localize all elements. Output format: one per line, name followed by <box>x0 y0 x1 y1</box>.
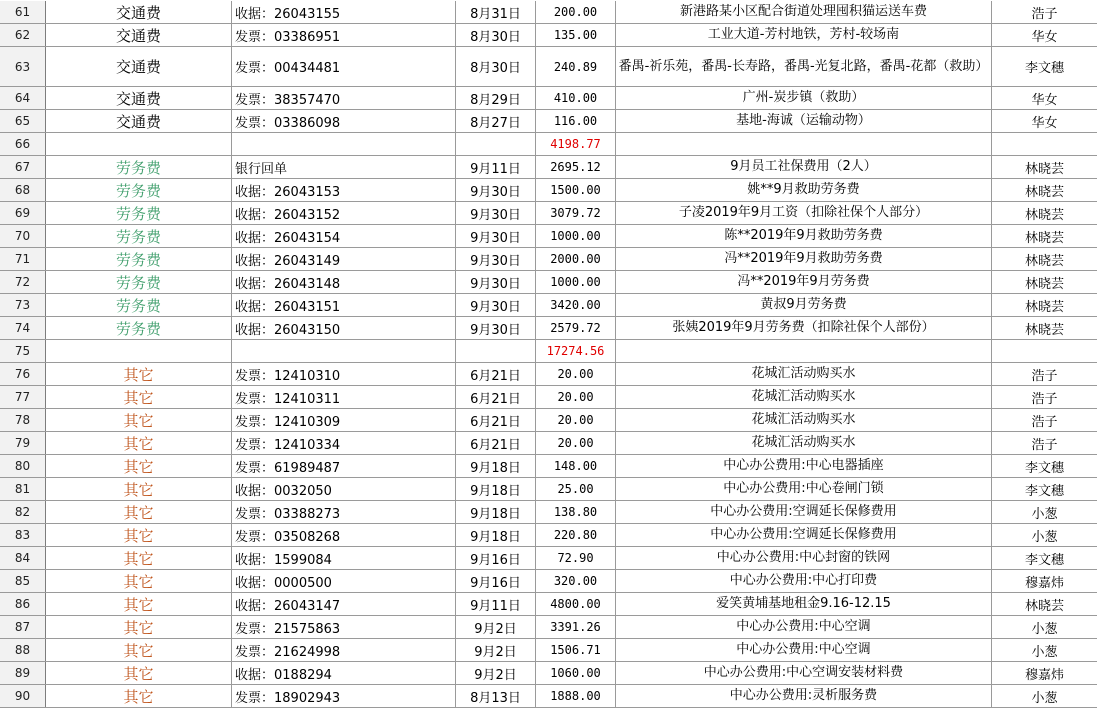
amount-cell[interactable]: 320.00 <box>536 570 616 592</box>
category-cell[interactable]: 其它 <box>46 662 232 684</box>
table-row <box>0 639 1097 662</box>
document-cell[interactable]: 收据：26043147 <box>232 593 456 615</box>
handler-cell[interactable]: 李文穗 <box>1024 460 1064 476</box>
handler-cell[interactable] <box>992 133 1097 155</box>
document-cell[interactable]: 发票：38357470 <box>232 87 456 109</box>
description-cell[interactable]: 9月员工社保费用（2人） <box>616 156 992 178</box>
document-cell[interactable]: 收据：26043155 <box>232 1 456 23</box>
amount-cell[interactable]: 20.00 <box>536 386 616 408</box>
handler-cell[interactable]: 浩子 <box>1031 437 1058 453</box>
description-cell[interactable]: 爱笑黄埔基地租金9.16-12.15 <box>616 593 992 615</box>
row-number[interactable]: 79 <box>0 432 46 454</box>
date-cell[interactable]: 6月21日 <box>456 363 536 385</box>
document-cell[interactable]: 发票：03386951 <box>232 24 456 46</box>
handler-cell[interactable]: 林晓芸 <box>1024 299 1064 315</box>
document-cell[interactable]: 收据：26043150 <box>232 317 456 339</box>
row-number[interactable]: 77 <box>0 386 46 408</box>
table-row <box>0 616 1097 639</box>
row-number[interactable]: 85 <box>0 570 46 592</box>
amount-cell[interactable]: 3420.00 <box>536 294 616 316</box>
category-cell[interactable]: 交通费 <box>46 110 232 132</box>
description-cell[interactable]: 中心办公费用:空调延长保修费用 <box>616 524 992 546</box>
row-number[interactable]: 68 <box>0 179 46 201</box>
handler-cell[interactable]: 小葱 <box>1031 529 1058 545</box>
row-number[interactable]: 76 <box>0 363 46 385</box>
amount-cell[interactable]: 1000.00 <box>536 271 616 293</box>
date-cell[interactable]: 9月11日 <box>456 593 536 615</box>
date-cell[interactable]: 8月13日 <box>456 685 536 707</box>
amount-cell[interactable]: 20.00 <box>536 432 616 454</box>
row-number[interactable]: 62 <box>0 24 46 46</box>
amount-cell[interactable]: 17274.56 <box>536 340 616 362</box>
handler-cell[interactable]: 华女 <box>1031 92 1058 108</box>
amount-cell[interactable]: 116.00 <box>536 110 616 132</box>
category-cell[interactable]: 其它 <box>46 547 232 569</box>
handler-cell[interactable]: 浩子 <box>1031 6 1058 22</box>
amount-cell[interactable]: 240.89 <box>536 47 616 86</box>
document-cell[interactable]: 发票：12410309 <box>232 409 456 431</box>
handler-cell[interactable]: 穆嘉炜 <box>1024 575 1064 591</box>
row-number[interactable]: 89 <box>0 662 46 684</box>
row-number[interactable]: 78 <box>0 409 46 431</box>
row-number[interactable]: 63 <box>0 47 46 86</box>
date-cell[interactable]: 8月31日 <box>456 1 536 23</box>
handler-cell[interactable]: 林晓芸 <box>1024 207 1064 223</box>
table-row <box>0 455 1097 478</box>
handler-cell[interactable] <box>992 340 1097 362</box>
row-number[interactable]: 84 <box>0 547 46 569</box>
date-cell[interactable]: 8月30日 <box>456 47 536 86</box>
date-cell[interactable]: 9月30日 <box>456 179 536 201</box>
table-row <box>0 1 1097 24</box>
row-number[interactable]: 61 <box>0 1 46 23</box>
description-cell[interactable]: 中心办公费用:中心空调 <box>616 639 992 661</box>
amount-cell[interactable]: 200.00 <box>536 1 616 23</box>
category-cell[interactable]: 其它 <box>46 685 232 707</box>
handler-cell[interactable]: 李文穗 <box>1024 552 1064 568</box>
table-row <box>0 156 1097 179</box>
amount-cell[interactable]: 1888.00 <box>536 685 616 707</box>
handler-cell[interactable]: 李文穗 <box>1024 61 1064 76</box>
date-cell[interactable]: 9月16日 <box>456 547 536 569</box>
table-row <box>0 225 1097 248</box>
row-number[interactable]: 65 <box>0 110 46 132</box>
category-cell[interactable]: 劳务费 <box>46 248 232 270</box>
category-cell[interactable]: 其它 <box>46 524 232 546</box>
table-row <box>0 110 1097 133</box>
document-cell[interactable]: 收据：1599084 <box>232 547 456 569</box>
document-cell[interactable]: 收据：26043152 <box>232 202 456 224</box>
document-cell[interactable]: 收据：26043151 <box>232 294 456 316</box>
handler-cell[interactable]: 小葱 <box>1031 506 1058 522</box>
row-number[interactable]: 81 <box>0 478 46 500</box>
handler-cell[interactable]: 小葱 <box>1031 690 1058 706</box>
date-cell[interactable]: 8月29日 <box>456 87 536 109</box>
date-cell[interactable]: 6月21日 <box>456 409 536 431</box>
description-cell[interactable]: 广州-炭步镇（救助） <box>616 87 992 109</box>
handler-cell[interactable]: 林晓芸 <box>1024 230 1064 246</box>
date-cell[interactable]: 6月21日 <box>456 386 536 408</box>
handler-cell[interactable]: 小葱 <box>1031 644 1058 660</box>
amount-cell[interactable]: 3391.26 <box>536 616 616 638</box>
date-cell[interactable]: 9月30日 <box>456 294 536 316</box>
document-cell[interactable]: 发票：03508268 <box>232 524 456 546</box>
amount-cell[interactable]: 1500.00 <box>536 179 616 201</box>
description-cell[interactable] <box>616 133 992 155</box>
table-row <box>0 363 1097 386</box>
document-cell[interactable]: 收据：26043154 <box>232 225 456 247</box>
category-cell[interactable]: 劳务费 <box>46 179 232 201</box>
document-cell[interactable]: 发票：21624998 <box>232 639 456 661</box>
description-cell[interactable]: 基地-海诚（运输动物） <box>616 110 992 132</box>
category-cell[interactable]: 劳务费 <box>46 271 232 293</box>
document-cell[interactable]: 发票：21575863 <box>232 616 456 638</box>
handler-cell[interactable]: 林晓芸 <box>1024 184 1064 200</box>
category-cell[interactable]: 交通费 <box>46 24 232 46</box>
category-cell[interactable] <box>46 340 232 362</box>
document-cell[interactable]: 发票：03388273 <box>232 501 456 523</box>
table-row <box>0 179 1097 202</box>
description-cell[interactable]: 中心办公费用:中心空调安装材料费 <box>616 662 992 684</box>
date-cell[interactable]: 9月30日 <box>456 317 536 339</box>
handler-cell[interactable]: 李文穗 <box>1024 483 1064 499</box>
table-row <box>0 409 1097 432</box>
description-cell[interactable]: 中心办公费用:空调延长保修费用 <box>616 501 992 523</box>
row-number[interactable]: 86 <box>0 593 46 615</box>
date-cell[interactable]: 9月16日 <box>456 570 536 592</box>
date-cell[interactable]: 9月2日 <box>456 639 536 661</box>
document-cell[interactable]: 发票：12410310 <box>232 363 456 385</box>
handler-cell[interactable]: 华女 <box>1031 29 1058 45</box>
row-number[interactable]: 70 <box>0 225 46 247</box>
description-cell[interactable]: 中心办公费用:中心电器插座 <box>616 455 992 477</box>
document-cell[interactable] <box>232 133 456 155</box>
date-cell[interactable] <box>456 133 536 155</box>
document-cell[interactable]: 发票：18902943 <box>232 685 456 707</box>
document-cell[interactable]: 发票：12410311 <box>232 386 456 408</box>
description-cell[interactable]: 冯**2019年9月劳务费 <box>616 271 992 293</box>
row-number[interactable]: 69 <box>0 202 46 224</box>
row-number[interactable]: 66 <box>0 133 46 155</box>
handler-cell[interactable]: 小葱 <box>1031 621 1058 637</box>
date-cell[interactable]: 9月18日 <box>456 455 536 477</box>
table-row <box>0 133 1097 156</box>
description-cell[interactable]: 中心办公费用:中心打印费 <box>616 570 992 592</box>
document-cell[interactable] <box>232 340 456 362</box>
description-cell[interactable] <box>616 340 992 362</box>
amount-cell[interactable]: 4198.77 <box>536 133 616 155</box>
handler-cell[interactable]: 林晓芸 <box>1024 598 1064 614</box>
document-cell[interactable]: 发票：61989487 <box>232 455 456 477</box>
handler-cell[interactable]: 浩子 <box>1031 391 1058 407</box>
document-cell[interactable]: 收据：0032050 <box>232 478 456 500</box>
row-number[interactable]: 71 <box>0 248 46 270</box>
description-cell[interactable]: 中心办公费用:中心卷闸门锁 <box>616 478 992 500</box>
row-number[interactable]: 87 <box>0 616 46 638</box>
amount-cell[interactable]: 4800.00 <box>536 593 616 615</box>
amount-cell[interactable]: 3079.72 <box>536 202 616 224</box>
handler-cell[interactable]: 浩子 <box>1031 414 1058 430</box>
amount-cell[interactable]: 1506.71 <box>536 639 616 661</box>
table-row <box>0 386 1097 409</box>
table-row <box>0 593 1097 616</box>
date-cell[interactable]: 6月21日 <box>456 432 536 454</box>
date-cell[interactable]: 9月30日 <box>456 225 536 247</box>
category-cell[interactable] <box>46 133 232 155</box>
description-cell[interactable]: 花城汇活动购买水 <box>616 409 992 431</box>
row-number[interactable]: 80 <box>0 455 46 477</box>
table-row <box>0 317 1097 340</box>
table-row <box>0 248 1097 271</box>
table-row <box>0 47 1097 87</box>
row-number[interactable]: 88 <box>0 639 46 661</box>
date-cell[interactable]: 9月18日 <box>456 524 536 546</box>
table-row <box>0 24 1097 47</box>
description-cell[interactable]: 中心办公费用:中心空调 <box>616 616 992 638</box>
document-cell[interactable]: 收据：26043153 <box>232 179 456 201</box>
amount-cell[interactable]: 72.90 <box>536 547 616 569</box>
row-number[interactable]: 73 <box>0 294 46 316</box>
table-row <box>0 432 1097 455</box>
table-row <box>0 685 1097 708</box>
date-cell[interactable]: 9月11日 <box>456 156 536 178</box>
description-cell[interactable]: 花城汇活动购买水 <box>616 432 992 454</box>
document-cell[interactable]: 收据：26043149 <box>232 248 456 270</box>
category-cell[interactable]: 其它 <box>46 501 232 523</box>
document-cell[interactable]: 收据：26043148 <box>232 271 456 293</box>
row-number[interactable]: 83 <box>0 524 46 546</box>
description-cell[interactable]: 子凌2019年9月工资（扣除社保个人部分） <box>616 202 992 224</box>
table-row <box>0 294 1097 317</box>
date-cell[interactable]: 9月30日 <box>456 202 536 224</box>
table-row <box>0 340 1097 363</box>
table-row <box>0 501 1097 524</box>
description-cell[interactable]: 中心办公费用:中心封窗的铁网 <box>616 547 992 569</box>
amount-cell[interactable]: 1000.00 <box>536 225 616 247</box>
handler-cell[interactable]: 林晓芸 <box>1024 253 1064 269</box>
category-cell[interactable]: 其它 <box>46 432 232 454</box>
category-cell[interactable]: 交通费 <box>46 1 232 23</box>
category-cell[interactable]: 劳务费 <box>46 156 232 178</box>
amount-cell[interactable]: 25.00 <box>536 478 616 500</box>
description-cell[interactable]: 姚**9月救助劳务费 <box>616 179 992 201</box>
category-cell[interactable]: 其它 <box>46 616 232 638</box>
description-cell[interactable]: 张姨2019年9月劳务费（扣除社保个人部份） <box>616 317 992 339</box>
date-cell[interactable]: 9月2日 <box>456 616 536 638</box>
table-row <box>0 87 1097 110</box>
table-row <box>0 271 1097 294</box>
description-cell[interactable]: 陈**2019年9月救助劳务费 <box>616 225 992 247</box>
row-number[interactable]: 74 <box>0 317 46 339</box>
table-row <box>0 662 1097 685</box>
category-cell[interactable]: 其它 <box>46 409 232 431</box>
date-cell[interactable]: 8月30日 <box>456 24 536 46</box>
category-cell[interactable]: 劳务费 <box>46 294 232 316</box>
handler-cell[interactable]: 华女 <box>1031 115 1058 131</box>
category-cell[interactable]: 其它 <box>46 478 232 500</box>
document-cell[interactable]: 发票：03386098 <box>232 110 456 132</box>
table-row <box>0 524 1097 547</box>
amount-cell[interactable]: 410.00 <box>536 87 616 109</box>
date-cell[interactable]: 9月2日 <box>456 662 536 684</box>
table-row <box>0 478 1097 501</box>
row-number[interactable]: 75 <box>0 340 46 362</box>
category-cell[interactable]: 劳务费 <box>46 317 232 339</box>
date-cell[interactable]: 9月30日 <box>456 271 536 293</box>
amount-cell[interactable]: 2695.12 <box>536 156 616 178</box>
category-cell[interactable]: 劳务费 <box>46 225 232 247</box>
date-cell[interactable]: 9月30日 <box>456 248 536 270</box>
description-cell[interactable]: 工业大道-芳村地铁，芳村-较场南 <box>616 24 992 46</box>
date-cell[interactable]: 9月18日 <box>456 501 536 523</box>
document-cell[interactable]: 银行回单 <box>232 156 456 178</box>
row-number[interactable]: 64 <box>0 87 46 109</box>
amount-cell[interactable]: 220.80 <box>536 524 616 546</box>
document-cell[interactable]: 收据：0000500 <box>232 570 456 592</box>
document-cell[interactable]: 发票：12410334 <box>232 432 456 454</box>
amount-cell[interactable]: 2000.00 <box>536 248 616 270</box>
date-cell[interactable]: 8月27日 <box>456 110 536 132</box>
category-cell[interactable]: 其它 <box>46 386 232 408</box>
amount-cell[interactable]: 1060.00 <box>536 662 616 684</box>
category-cell[interactable]: 交通费 <box>46 47 232 86</box>
description-cell[interactable]: 花城汇活动购买水 <box>616 363 992 385</box>
description-cell[interactable]: 新港路某小区配合街道处理囤积猫运送车费 <box>616 1 992 23</box>
amount-cell[interactable]: 20.00 <box>536 409 616 431</box>
amount-cell[interactable]: 2579.72 <box>536 317 616 339</box>
table-row <box>0 570 1097 593</box>
description-cell[interactable]: 番禺-祈乐苑，番禺-长寿路，番禺-光复北路，番禺-花都（救助） <box>616 47 992 86</box>
handler-cell[interactable]: 浩子 <box>1031 368 1058 384</box>
date-cell[interactable] <box>456 340 536 362</box>
description-cell[interactable]: 黄叔9月劳务费 <box>616 294 992 316</box>
description-cell[interactable]: 冯**2019年9月救助劳务费 <box>616 248 992 270</box>
category-cell[interactable]: 其它 <box>46 639 232 661</box>
amount-cell[interactable]: 20.00 <box>536 363 616 385</box>
row-number[interactable]: 90 <box>0 685 46 707</box>
category-cell[interactable]: 其它 <box>46 593 232 615</box>
row-number[interactable]: 82 <box>0 501 46 523</box>
handler-cell[interactable]: 林晓芸 <box>1024 161 1064 177</box>
category-cell[interactable]: 其它 <box>46 570 232 592</box>
amount-cell[interactable]: 148.00 <box>536 455 616 477</box>
table-row <box>0 202 1097 225</box>
table-row <box>0 547 1097 570</box>
description-cell[interactable]: 花城汇活动购买水 <box>616 386 992 408</box>
category-cell[interactable]: 其它 <box>46 455 232 477</box>
handler-cell[interactable]: 林晓芸 <box>1024 322 1064 338</box>
date-cell[interactable]: 9月18日 <box>456 478 536 500</box>
amount-cell[interactable]: 135.00 <box>536 24 616 46</box>
description-cell[interactable]: 中心办公费用:灵析服务费 <box>616 685 992 707</box>
document-cell[interactable]: 收据：0188294 <box>232 662 456 684</box>
handler-cell[interactable]: 穆嘉炜 <box>1024 667 1064 683</box>
amount-cell[interactable]: 138.80 <box>536 501 616 523</box>
row-number[interactable]: 72 <box>0 271 46 293</box>
category-cell[interactable]: 其它 <box>46 363 232 385</box>
category-cell[interactable]: 劳务费 <box>46 202 232 224</box>
handler-cell[interactable]: 林晓芸 <box>1024 276 1064 292</box>
row-number[interactable]: 67 <box>0 156 46 178</box>
document-cell[interactable]: 发票：00434481 <box>232 47 456 86</box>
category-cell[interactable]: 交通费 <box>46 87 232 109</box>
